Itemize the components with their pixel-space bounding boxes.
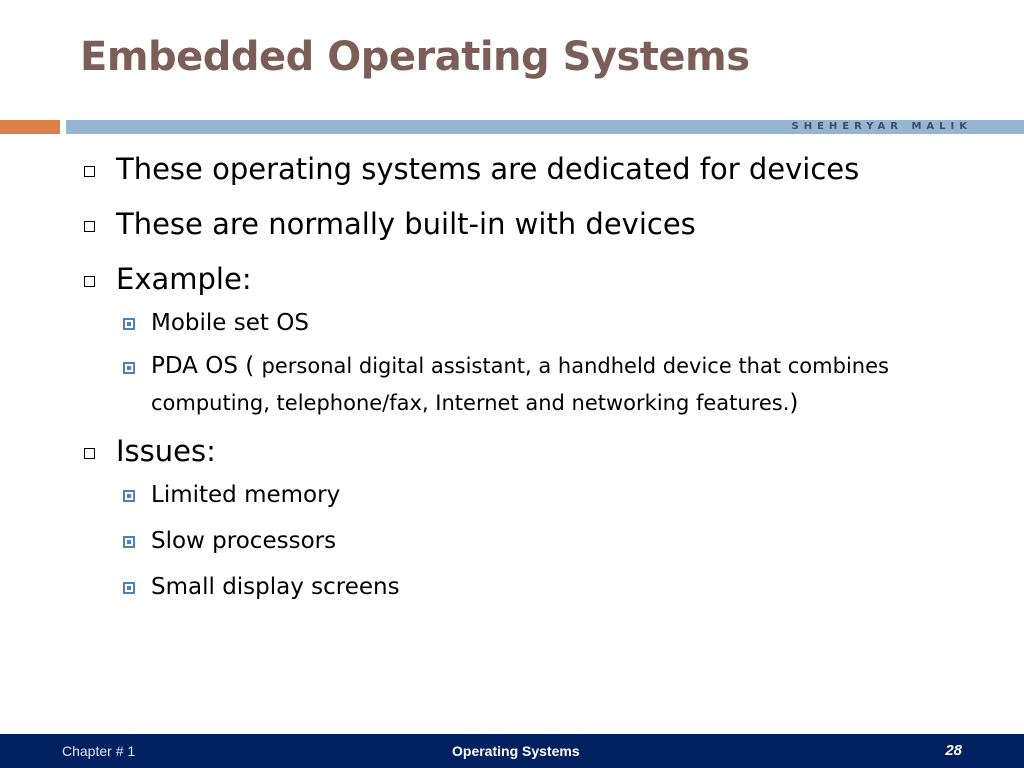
sub-bullet-detail: personal digital assistant, a handheld device that combines computing, telephone/fax, Internet and networking features. [151,354,889,415]
filled-square-bullet-icon [123,318,135,330]
sub-bullet-text: Mobile set OS [151,310,309,336]
sub-bullet-item [80,308,980,338]
footer-chapter: Chapter # 1 [62,743,136,759]
bullet-text: Issues: [116,434,216,468]
sub-bullet-item [80,572,980,602]
sub-bullet-item [80,348,941,422]
footer-course-title: Operating Systems [452,743,580,759]
filled-square-bullet-icon [123,362,135,374]
bullet-text: Example: [116,262,252,296]
square-bullet-icon [84,221,95,232]
sub-bullet-item [80,526,980,556]
sub-bullet-text: Limited memory [151,482,341,508]
bullet-item [80,150,980,188]
sub-bullet-lead: PDA OS ( [151,353,262,379]
bullet-item [80,260,980,298]
square-bullet-icon [84,276,95,287]
slide-number: 28 [945,742,962,759]
filled-square-bullet-icon [123,536,135,548]
sub-bullet-text: Small display screens [151,574,400,600]
bullet-list [80,150,980,618]
slide-title: Embedded Operating Systems [80,34,750,80]
bullet-item [80,205,980,243]
bullet-text: These are normally built-in with devices [116,207,696,241]
slide-footer [0,734,1024,768]
sub-bullet-tail: ) [789,390,799,416]
sub-bullet-text: Slow processors [151,528,337,554]
author-name: SHEHERYAR MALIK [791,121,972,132]
bullet-text: These operating systems are dedicated for devices [116,152,860,186]
filled-square-bullet-icon [123,582,135,594]
sub-bullet-item [80,480,980,510]
bullet-item [80,432,980,470]
filled-square-bullet-icon [123,490,135,502]
square-bullet-icon [84,166,95,177]
square-bullet-icon [84,448,95,459]
title-rule-accent [0,120,60,134]
